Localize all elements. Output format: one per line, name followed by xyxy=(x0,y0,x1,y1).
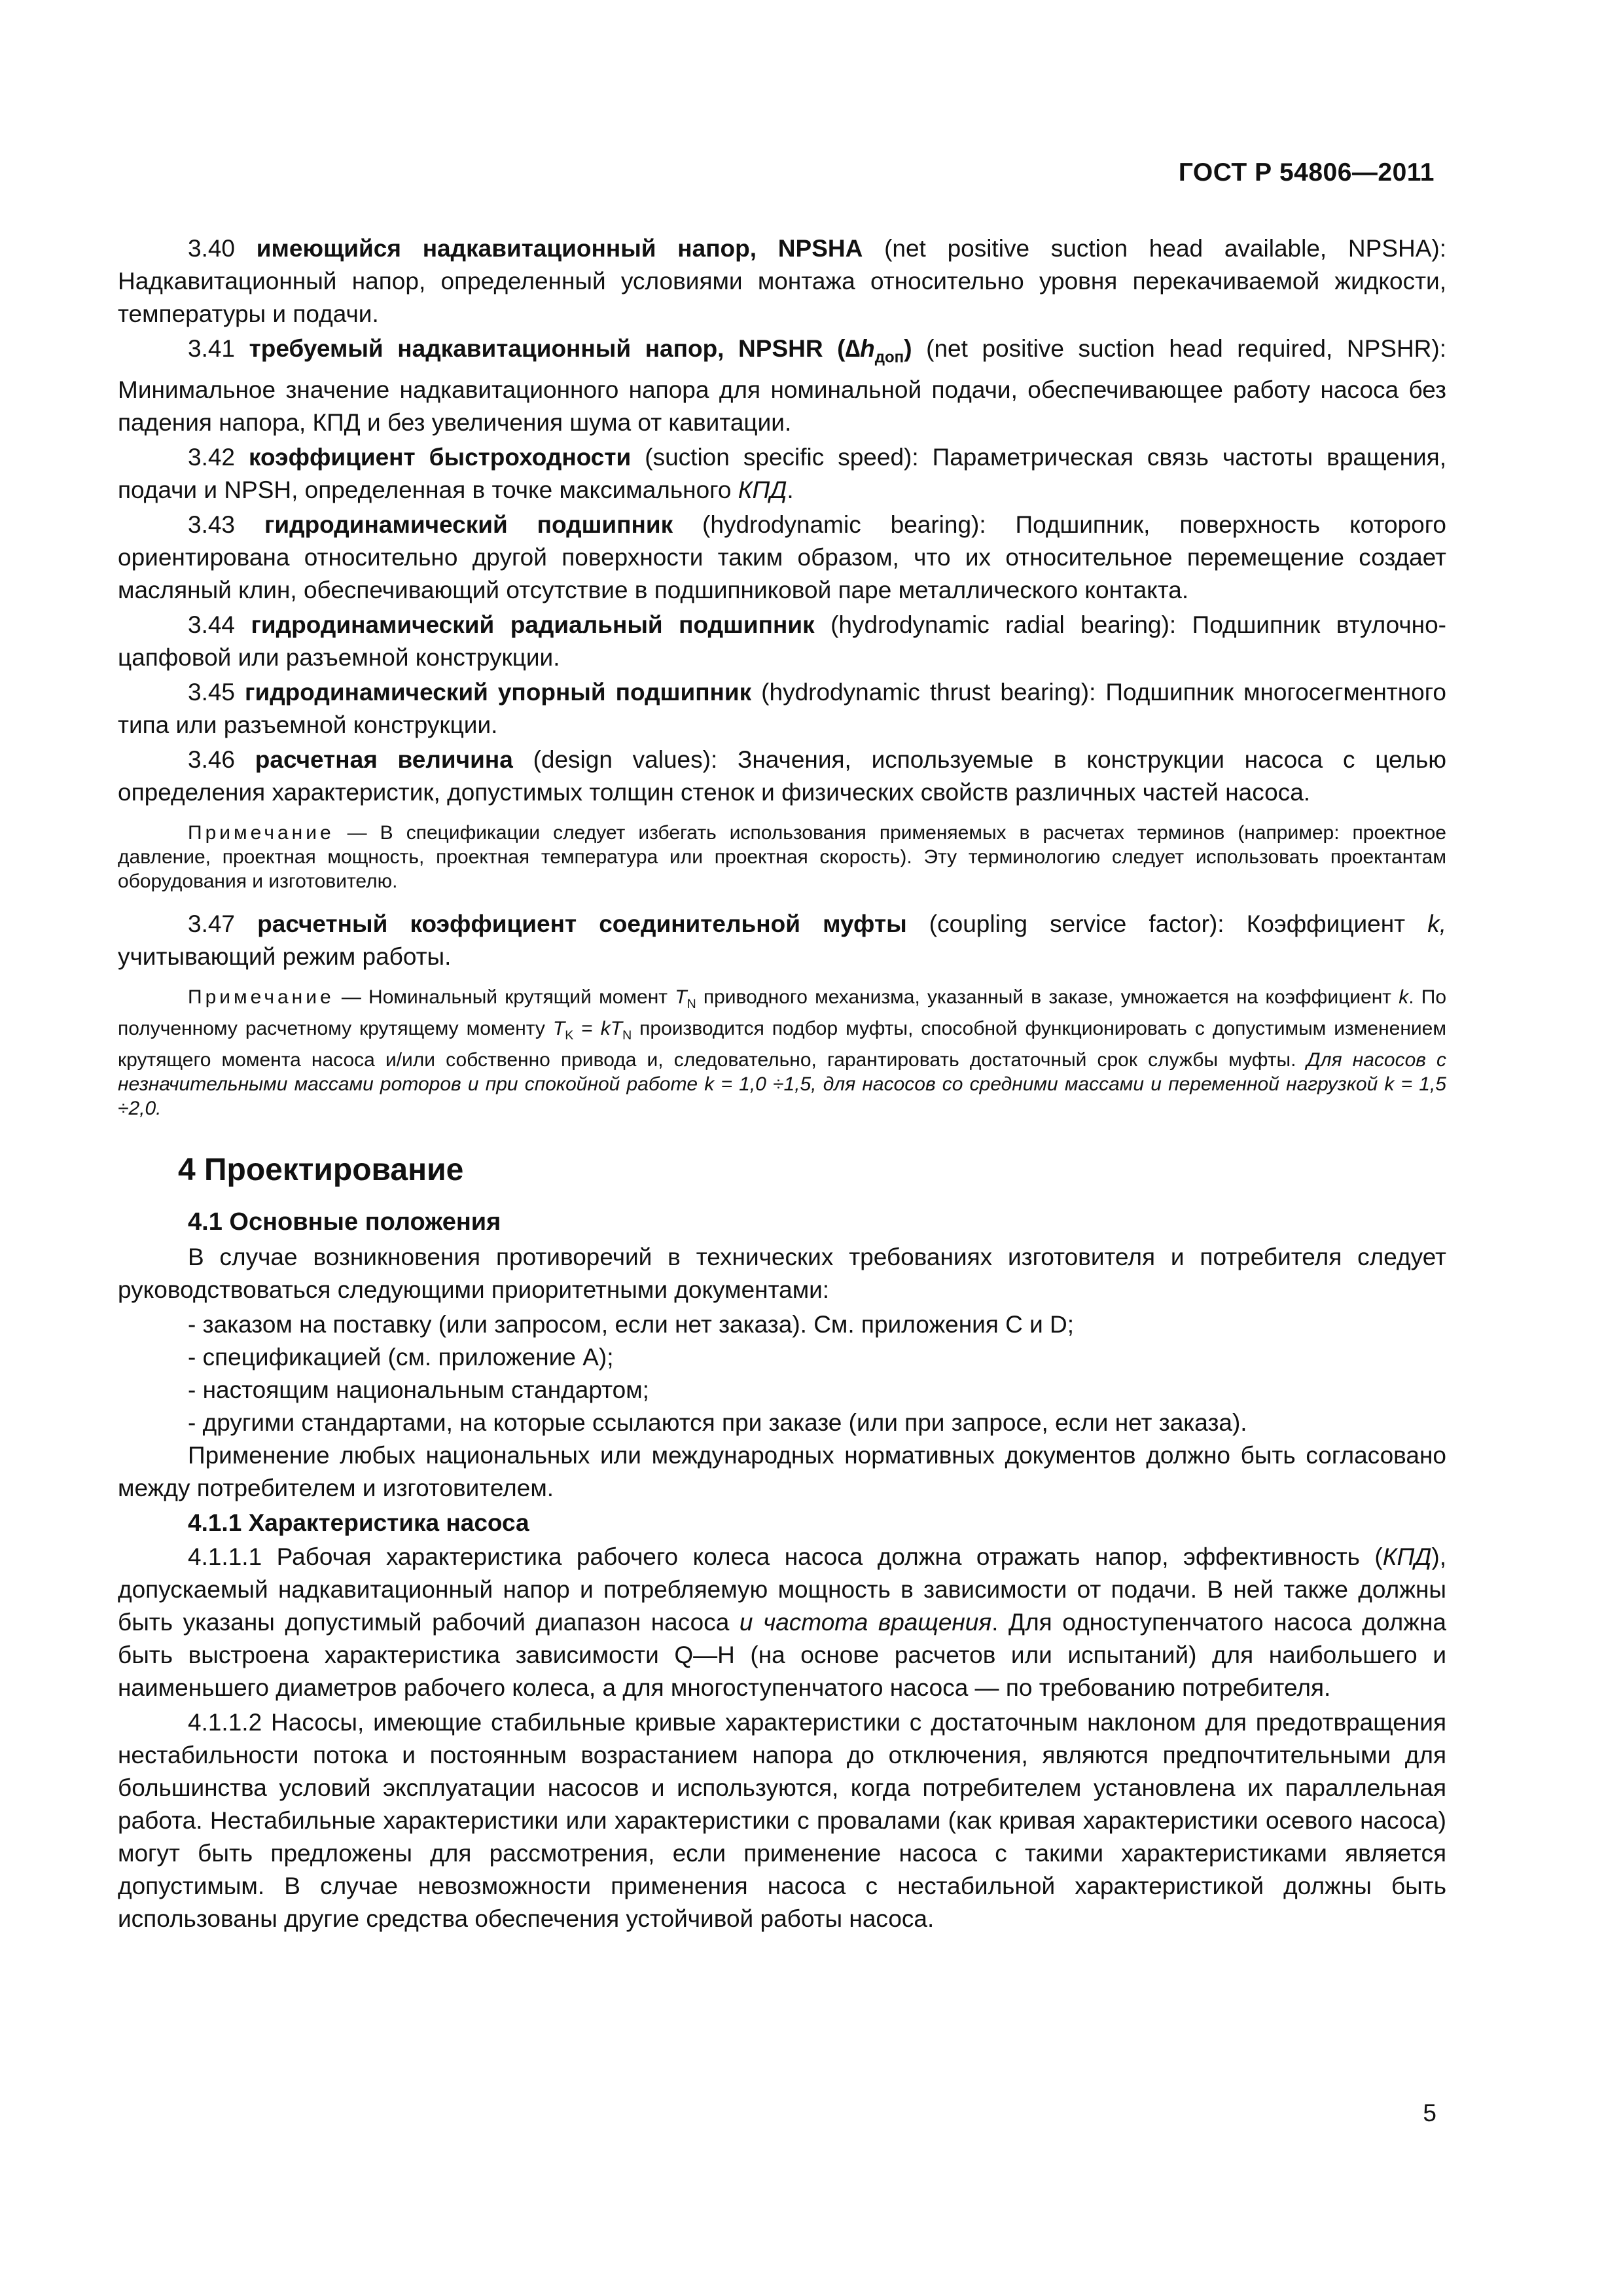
note-2 xyxy=(118,985,1446,1121)
symbol-T: T xyxy=(552,1018,565,1040)
subscript-K: K xyxy=(565,1028,574,1043)
definition-italic: k, xyxy=(1427,910,1447,938)
paragraph-3-45 xyxy=(118,676,1446,742)
term: имеющийся надкавитационный напор, NPSHA xyxy=(256,235,863,262)
paragraph-4-1-1-1 xyxy=(118,1541,1446,1704)
term: гидродинамический радиальный подшипник xyxy=(251,611,815,639)
note-text: . По полученному расчетному крутящему моменту xyxy=(118,986,1446,1040)
note-text: — В спецификации следует избегать использования применяемых в расчетах терминов (например: проектное давление, проектная мощность, проектная температура или проектная скорость). Эту терминологию следует использовать проектантам оборудования и изготовителю. xyxy=(118,822,1446,893)
list-item: - заказом на поставку (или запросом, если нет заказа). См. приложения С и D; xyxy=(188,1311,1075,1338)
clause-number: 3.43 xyxy=(188,511,264,539)
document-body xyxy=(118,232,1446,1937)
section-4-1-after: Применение любых национальных или международных нормативных документов должно быть согласовано между потребителем и изготовителем. xyxy=(118,1442,1446,1502)
clause-number: 3.47 xyxy=(188,910,258,938)
subscript-N: N xyxy=(622,1028,632,1043)
paragraph-text: 4.1.1.1 Рабочая характеристика рабочего колеса насоса должна отражать напор, эффективность ( xyxy=(188,1543,1383,1571)
paragraph-text: . Для одноступенчатого насоса должна быть выстроена характеристика зависимости Q—H (на основе расчетов или испытаний) для наибольшего и наименьшего диаметров рабочего колеса, а для многоступенчатого насоса — по требованию потребителя. xyxy=(118,1609,1446,1702)
note-text: приводного механизма, указанный в заказе, умножается на коэффициент xyxy=(696,986,1399,1009)
priority-documents-list xyxy=(118,1308,1446,1439)
term-subscript: доп xyxy=(874,348,904,367)
paragraph-3-46 xyxy=(118,744,1446,809)
section-4-title: 4 Проектирование xyxy=(178,1153,464,1188)
subscript-N: N xyxy=(687,997,696,1012)
definition: (design values): Значения, используемые в конструкции насоса с целью определения характеристик, допустимых толщин стенок и физических свойств различных частей насоса. xyxy=(118,746,1446,806)
definition: (hydrodynamic thrust bearing): Подшипник многосегментного типа или разъемной конструкции. xyxy=(118,679,1446,739)
note-label: Примечание xyxy=(188,986,334,1009)
note-italic: Для насосов с незначительными массами роторов и при спокойной работе k = 1,0 ÷1,5, для насосов со средними массами и переменной нагрузкой k = 1,5 ÷2,0. xyxy=(118,1049,1446,1120)
paragraph-italic: и частота вращения xyxy=(739,1609,992,1636)
section-4-1-1-title: 4.1.1 Характеристика насоса xyxy=(188,1509,529,1537)
definition: (suction specific speed): Параметрическая связь частоты вращения, подачи и NPSH, определенная в точке максимального xyxy=(118,444,1446,504)
paragraph-3-47 xyxy=(118,908,1446,973)
clause-number: 3.40 xyxy=(188,235,257,262)
clause-number: 3.41 xyxy=(188,335,249,362)
paragraph-3-43 xyxy=(118,509,1446,607)
definition: (net positive suction head required, NPSHR): Минимальное значение надкавитационного напора для номинальной подачи, обеспечивающее работу насоса без падения напора, КПД и без увеличения шума от кавитации. xyxy=(118,335,1446,437)
standard-header: ГОСТ Р 54806—2011 xyxy=(1178,158,1435,187)
definition-end: . xyxy=(787,476,794,504)
note-label: Примечание xyxy=(188,822,334,844)
symbol-T: T xyxy=(675,986,687,1009)
note-1 xyxy=(118,821,1446,893)
clause-number: 3.44 xyxy=(188,611,251,639)
clause-number: 3.45 xyxy=(188,679,245,706)
paragraph-3-42 xyxy=(118,441,1446,507)
definition-italic: КПД xyxy=(738,476,787,504)
page-number: 5 xyxy=(1423,2100,1436,2126)
list-item: - спецификацией (см. приложение А); xyxy=(188,1344,614,1371)
paragraph-text: ), допускаемый надкавитационный напор и потребляемую мощность в зависимости от подачи. В ней также должны быть указаны допустимый рабочий диапазон насоса xyxy=(118,1543,1446,1636)
definition: (hydrodynamic bearing): Подшипник, поверхность которого ориентирована относительно другой поверхности таким образом, что их относительное перемещение создает масляный клин, обеспечивающий отсутствие в подшипниковой паре металлического контакта. xyxy=(118,511,1447,604)
term: требуемый надкавитационный напор, NPSHR (∆ xyxy=(249,335,861,362)
paragraph-3-41 xyxy=(118,332,1446,439)
term: гидродинамический подшипник xyxy=(264,511,673,539)
symbol-kT: kT xyxy=(600,1018,623,1040)
paragraph-italic: КПД xyxy=(1382,1543,1432,1571)
note-text: — Номинальный крутящий момент xyxy=(334,986,675,1009)
clause-number: 3.46 xyxy=(188,746,255,774)
paragraph-3-44 xyxy=(118,609,1446,674)
term-close: ) xyxy=(904,335,912,362)
term-symbol: h xyxy=(860,335,875,362)
clause-number: 3.42 xyxy=(188,444,249,471)
list-item: - другими стандартами, на которые ссылаются при заказе (или при запросе, если нет заказа). xyxy=(188,1409,1247,1437)
paragraph-3-40 xyxy=(118,232,1446,331)
equals: = xyxy=(573,1018,601,1040)
term: коэффициент быстроходности xyxy=(249,444,632,471)
term: гидродинамический упорный подшипник xyxy=(245,679,752,706)
section-4-1-intro: В случае возникновения противоречий в технических требованиях изготовителя и потребителя следует руководствоваться следующими приоритетными документами: xyxy=(118,1244,1446,1304)
paragraph-4-1-1-2: 4.1.1.2 Насосы, имеющие стабильные кривые характеристики с достаточным наклоном для предотвращения нестабильности потока и постоянным возрастанием напора до отключения, являются предпочтительными для большинства условий эксплуатации насосов и используются, когда потребителем установлена их параллельная работа. Нестабильные характеристики или характеристики с провалами (как кривая характеристики осевого насоса) могут быть предложены для рассмотрения, если применение насоса с такими характеристиками является допустимым. В случае невозможности применения насоса с нестабильной характеристикой должны быть использованы другие средства обеспечения устойчивой работы насоса. xyxy=(118,1709,1446,1933)
note-text: производится подбор муфты, способной функционировать с допустимым изменением крутящего момента насоса и/или собственно привода и, следовательно, гарантировать достаточный срок службы муфты. xyxy=(118,1018,1446,1071)
list-item: - настоящим национальным стандартом; xyxy=(188,1376,649,1404)
definition-end: учитывающий режим работы. xyxy=(118,943,452,971)
term: расчетная величина xyxy=(255,746,513,774)
symbol-k: k xyxy=(1399,986,1409,1009)
definition: (coupling service factor): Коэффициент xyxy=(906,910,1428,938)
term: расчетный коэффициент соединительной муфты xyxy=(257,910,907,938)
definition: (net positive suction head available, NPSHA): Надкавитационный напор, определенный условиями монтажа относительно уровня перекачиваемой жидкости, температуры и подачи. xyxy=(118,235,1447,327)
section-4-1-title: 4.1 Основные положения xyxy=(188,1208,501,1236)
definition: (hydrodynamic radial bearing): Подшипник втулочно-цапфовой или разъемной конструкции. xyxy=(118,611,1447,672)
